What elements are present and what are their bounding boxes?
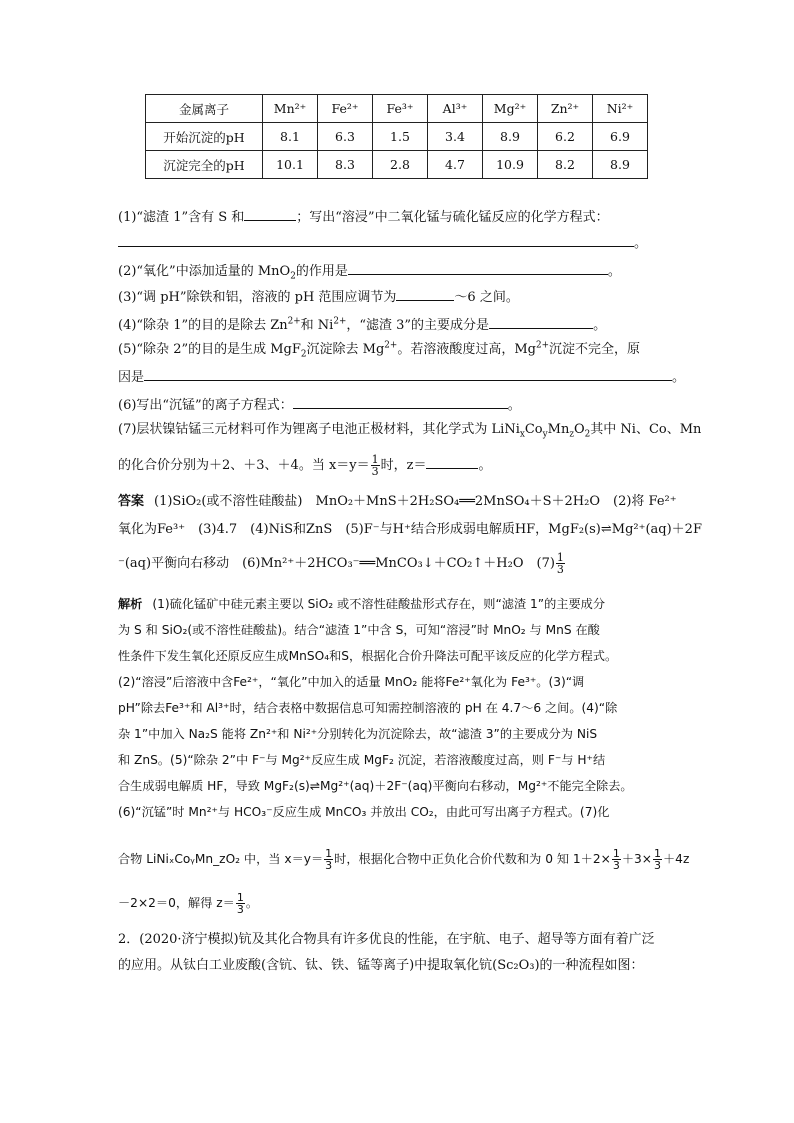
table-cell: 8.1 <box>263 123 318 151</box>
table-cell: 4.7 <box>428 151 483 179</box>
table-cell: 开始沉淀的pH <box>146 123 263 151</box>
table-cell: 8.3 <box>318 151 373 179</box>
question-6 <box>118 394 521 416</box>
next-question-text: 的应用。从钛白工业废酸(含钪、钛、铁、锰等离子)中提取氧化钪(Sc₂O₃)的一种流程如图： <box>118 958 644 973</box>
frac-den: 3 <box>325 859 333 872</box>
question-1 <box>118 206 609 228</box>
answer-blank[interactable] <box>489 314 593 329</box>
analysis-text: 时，根据化合物中正负化合价代数和为 0 知 1＋2× <box>334 852 611 866</box>
table-header-row <box>146 95 648 123</box>
table-cell: Mg²⁺ <box>483 95 538 123</box>
fraction-one-third <box>371 454 380 477</box>
q5-text: 因是 <box>118 370 145 385</box>
analysis-line-1 <box>118 594 605 614</box>
q3-text: ～6 之间。 <box>454 290 519 305</box>
answer-blank[interactable] <box>293 394 508 409</box>
answer-label: 答案 <box>118 494 145 509</box>
analysis-text: 和 ZnS。(5)“除杂 2”中 F⁻与 Mg²⁺反应生成 MgF₂ 沉淀，若溶液酸度过高，则 F⁻与 H⁺结 <box>118 753 606 767</box>
table-cell: Fe²⁺ <box>318 95 373 123</box>
q7-text: 时，z＝ <box>380 458 427 473</box>
question-2-next-line-2 <box>118 956 644 976</box>
q4-text: ，“滤渣 3”的主要成分是 <box>346 318 490 333</box>
answer-blank[interactable] <box>244 206 296 221</box>
table-cell: Mn²⁺ <box>263 95 318 123</box>
frac-num: 1 <box>236 891 244 904</box>
analysis-text: 合物 LiNiₓCoᵧMn_zO₂ 中，当 x＝y＝ <box>118 852 324 866</box>
answer-blank[interactable] <box>348 260 608 275</box>
q7-text: Mn <box>547 422 570 437</box>
frac-den: 3 <box>556 563 564 576</box>
fraction-one-third <box>236 892 245 915</box>
analysis-text: 为 S 和 SiO₂(或不溶性硅酸盐)。结合“滤渣 1”中含 S，可知“溶浸”时 MnO₂ 与 MnS 在酸 <box>118 623 600 637</box>
table-cell: 1.5 <box>373 123 428 151</box>
analysis-text: (1)硫化锰矿中硅元素主要以 SiO₂ 或不溶性硅酸盐形式存在，则“滤渣 1”的主要成分 <box>152 597 606 611</box>
table-cell: 6.3 <box>318 123 373 151</box>
analysis-text: (6)“沉锰”时 Mn²⁺与 HCO₃⁻反应生成 MnCO₃ 并放出 CO₂，由此可写出离子方程式。(7)化 <box>118 805 610 819</box>
analysis-text: 。 <box>245 896 259 910</box>
table-row <box>146 151 648 179</box>
frac-den: 3 <box>371 465 379 478</box>
q6-end: 。 <box>507 398 521 413</box>
analysis-text: pH”除去Fe³⁺和 Al³⁺时，结合表格中数据信息可知需控制溶液的 pH 在 4.7～6 之间。(4)“除 <box>118 701 618 715</box>
answer-text: 氧化为Fe³⁺ (3)4.7 (4)NiS和ZnS (5)F⁻与H⁺结合形成弱电解质HF，MgF₂(s)⇌Mg²⁺(aq)＋2F <box>118 522 702 537</box>
answer-blank[interactable] <box>144 366 672 381</box>
frac-den: 3 <box>236 903 244 916</box>
analysis-text: 合生成弱电解质 HF，导致 MgF₂(s)⇌Mg²⁺(aq)＋2F⁻(aq)平衡向右移动，Mg²⁺不能完全除去。 <box>118 779 633 793</box>
analysis-text: 性条件下发生氧化还原反应生成MnSO₄和S，根据化合价升降法可配平该反应的化学方程式。 <box>118 649 618 663</box>
analysis-text: ＋3× <box>621 852 652 866</box>
analysis-line-5 <box>118 698 617 718</box>
frac-den: 3 <box>612 859 620 872</box>
analysis-line-11 <box>118 892 258 915</box>
analysis-text: (2)“溶浸”后溶液中含Fe²⁺，“氧化”中加入的适量 MnO₂ 能将Fe²⁺氧化为 Fe³⁺。(3)“调 <box>118 675 585 689</box>
q7-text: 其中 Ni、Co、Mn <box>590 422 702 437</box>
question-2: (2)“氧化”中添加适量的 MnO$_2$的作用是 。 <box>118 260 621 282</box>
metal-ion-ph-table <box>145 94 648 179</box>
fraction-one-third <box>556 552 565 575</box>
q7-text: (7)层状镍钴锰三元材料可作为锂离子电池正极材料，其化学式为 LiNi <box>118 422 520 437</box>
question-1-line-2 <box>118 232 647 254</box>
q5-text: 沉淀除去 Mg <box>306 342 385 357</box>
fraction-one-third <box>324 848 333 871</box>
q2-text: 的作用是 <box>295 264 348 279</box>
question-5: (5)“除杂 2”的目的是生成 MgF$_2$沉淀除去 $Mg^{2+}$。若溶液酸度过高，$Mg^{2+}$沉淀不完全，原 <box>118 340 640 360</box>
analysis-line-3 <box>118 646 617 666</box>
next-question-text: 2．(2020·济宁模拟)钪及其化合物具有许多优良的性能，在宇航、电子、超导等方面有着广泛 <box>118 932 655 947</box>
analysis-line-6 <box>118 724 597 744</box>
question-7: (7)层状镍钴锰三元材料可作为锂离子电池正极材料，其化学式为 $LiNi_xCo_yMn_zO_2$其中 Ni、Co、Mn <box>118 422 702 440</box>
q5-text: (5)“除杂 2”的目的是生成 MgF <box>118 342 301 357</box>
frac-num: 1 <box>654 847 661 860</box>
frac-den: 3 <box>654 859 661 872</box>
q1-text: (1)“滤渣 1”含有 S 和 <box>118 210 245 225</box>
q1-text: ；写出“溶浸”中二氧化锰与硫化锰反应的化学方程式： <box>296 210 609 225</box>
table-cell: Al³⁺ <box>428 95 483 123</box>
table-cell: 金属离子 <box>146 95 263 123</box>
answer-line-2 <box>118 520 702 540</box>
q5-end: 。 <box>672 370 686 385</box>
frac-num: 1 <box>556 551 564 564</box>
frac-num: 1 <box>325 847 333 860</box>
analysis-line-8 <box>118 776 633 796</box>
frac-num: 1 <box>612 847 620 860</box>
table-cell: 6.9 <box>593 123 648 151</box>
answer-text: (1)SiO₂(或不溶性硅酸盐) MnO₂＋MnS＋2H₂SO₄══2MnSO₄＋S＋2H₂O (2)将 Fe²⁺ <box>154 494 677 509</box>
analysis-line-9 <box>118 802 609 822</box>
q2-end: 。 <box>607 264 621 279</box>
fraction-one-third <box>653 848 662 871</box>
table-cell: Ni²⁺ <box>593 95 648 123</box>
question-7-line-2 <box>118 454 492 477</box>
analysis-line-7 <box>118 750 605 770</box>
question-5-line-2 <box>118 366 685 388</box>
question-2-next-line-1 <box>118 930 655 950</box>
q7-text: Co <box>524 422 543 437</box>
q5-text: 。若溶液酸度过高，Mg <box>397 342 536 357</box>
analysis-text: －2×2＝0，解得 z＝ <box>118 896 235 910</box>
answer-blank[interactable] <box>426 454 478 469</box>
table-cell: 10.1 <box>263 151 318 179</box>
question-3 <box>118 286 519 308</box>
answer-blank[interactable] <box>118 232 634 247</box>
analysis-text: 杂 1”中加入 Na₂S 能将 Zn²⁺和 Ni²⁺分别转化为沉淀除去，故“滤渣 3”的主要成分为 NiS <box>118 727 598 741</box>
answer-line-1 <box>118 492 677 512</box>
table-cell: 3.4 <box>428 123 483 151</box>
frac-num: 1 <box>371 453 379 466</box>
answer-line-3 <box>118 552 566 575</box>
answer-blank[interactable] <box>396 286 454 301</box>
q7-end: 。 <box>478 458 492 473</box>
table-cell: 8.9 <box>483 123 538 151</box>
q7-text: 的化合价分别为＋2、＋3、＋4。当 x＝y＝ <box>118 458 370 473</box>
table-cell: Zn²⁺ <box>538 95 593 123</box>
table-cell: Fe³⁺ <box>373 95 428 123</box>
q6-text: (6)写出“沉锰”的离子方程式： <box>118 398 293 413</box>
table-cell: 2.8 <box>373 151 428 179</box>
answer-text: ⁻(aq)平衡向右移动 (6)Mn²⁺＋2HCO₃⁻══MnCO₃↓＋CO₂↑＋H₂O (7) <box>118 556 555 571</box>
table-cell: 8.9 <box>593 151 648 179</box>
analysis-line-4 <box>118 672 584 692</box>
q4-text: (4)“除杂 1”的目的是除去 Zn <box>118 318 288 333</box>
table-cell: 10.9 <box>483 151 538 179</box>
table-cell: 沉淀完全的pH <box>146 151 263 179</box>
fraction-one-third <box>612 848 621 871</box>
q2-text: (2)“氧化”中添加适量的 MnO <box>118 264 291 279</box>
q4-end: 。 <box>593 318 607 333</box>
analysis-line-10 <box>118 848 689 871</box>
q3-text: (3)“调 pH”除铁和铝，溶液的 pH 范围应调节为 <box>118 290 397 305</box>
table-cell: 6.2 <box>538 123 593 151</box>
analysis-line-2 <box>118 620 600 640</box>
q1-end: 。 <box>634 236 648 251</box>
q5-text: 沉淀不完全，原 <box>548 342 640 357</box>
table-row <box>146 123 648 151</box>
analysis-text: ＋4z <box>663 852 690 866</box>
q7-text: O <box>573 422 585 437</box>
analysis-label: 解析 <box>118 597 143 611</box>
question-4: (4)“除杂 1”的目的是除去 $Zn^{2+}$和 $Ni^{2+}$，“滤渣 3”的主要成分是 。 <box>118 314 606 336</box>
table-cell: 8.2 <box>538 151 593 179</box>
q4-text: 和 Ni <box>300 318 334 333</box>
